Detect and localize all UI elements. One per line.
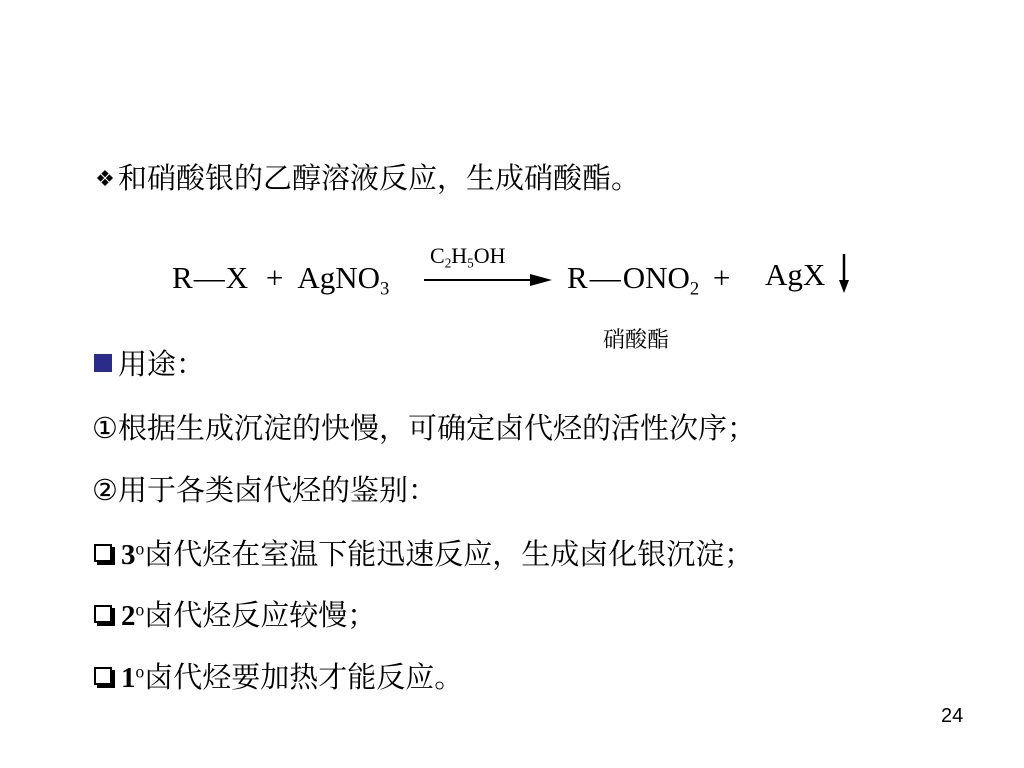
eq-r2: R	[567, 260, 588, 295]
list-item: 3$^o$卤代烃在室温下能迅速反应，生成卤化银沉淀；	[92, 536, 753, 573]
point-2: ②用于各类卤代烃的鉴别：	[92, 473, 437, 507]
eq-plus1: +	[265, 260, 284, 295]
reaction-equation	[172, 260, 390, 300]
eq-ono2: $ONO_2$	[622, 260, 700, 300]
eq-x1: X	[225, 260, 249, 295]
intro-line	[92, 160, 640, 198]
precipitate-arrow-icon	[836, 254, 852, 294]
checkbox-bullet-icon	[94, 544, 112, 562]
list-item: 2$^o$卤代烃反应较慢；	[92, 597, 376, 634]
eq-agx: AgX	[765, 257, 826, 292]
checkbox-bullet-icon	[94, 667, 112, 685]
diamond-bullet-icon: ❖	[95, 167, 115, 192]
list-item: 1$^o$卤代烃要加热才能反应。	[92, 659, 463, 696]
product-label: 硝酸酯	[603, 328, 670, 353]
reaction-products	[567, 260, 740, 300]
use-heading: 用途：	[92, 346, 205, 382]
checkbox-bullet-icon	[94, 605, 112, 623]
eq-plus2: +	[712, 260, 731, 295]
eq-bond1: —	[193, 260, 225, 295]
eq-r1: R	[172, 260, 193, 295]
eq-bond2: —	[589, 260, 621, 295]
point-1: ①根据生成沉淀的快慢，可确定卤代烃的活性次序；	[92, 411, 756, 445]
reaction-condition: $C_2H_5OH$	[430, 243, 506, 271]
page-number: 24	[941, 705, 964, 727]
reaction-arrow-icon	[424, 272, 554, 288]
square-bullet-icon	[94, 354, 112, 372]
eq-agno3: AgNO$_3$	[297, 260, 390, 300]
intro-text: 和硝酸银的乙醇溶液反应，生成硝酸酯。	[118, 161, 641, 195]
